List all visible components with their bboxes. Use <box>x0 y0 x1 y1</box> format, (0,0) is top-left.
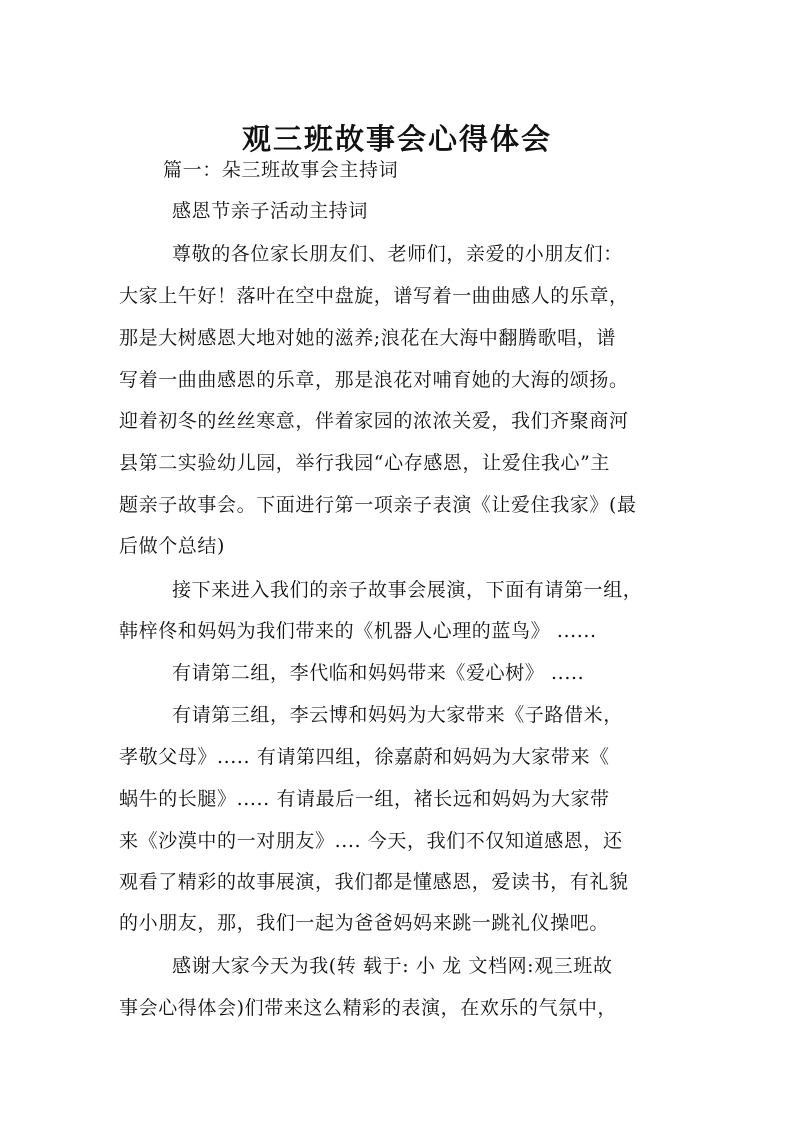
paragraph-line: 孝敬父母》..... 有请第四组，徐嘉蔚和妈妈为大家带来《 <box>119 746 610 768</box>
paragraph-line: 后做个总结) <box>119 535 226 557</box>
paragraph-line: 接下来进入我们的亲子故事会展演，下面有请第一组， <box>172 579 643 601</box>
section-heading: 篇一：朵三班故事会主持词 <box>163 159 399 181</box>
paragraph-line: 题亲子故事会。下面进行第一项亲子表演《让爱住我家》(最 <box>119 494 637 516</box>
paragraph-line: 感谢大家今天为我(转 载于: 小 龙 文档网:观三班故 <box>172 955 613 977</box>
document-title: 观三班故事会心得体会 <box>241 122 552 157</box>
paragraph-line: 有请第三组，李云博和妈妈为大家带来《子路借米， <box>172 704 623 726</box>
paragraph-line: 观看了精彩的故事展演，我们都是懂感恩，爱读书，有礼貌 <box>119 871 629 893</box>
paragraph-line: 县第二实验幼儿园，举行我园“心存感恩，让爱住我心”主 <box>119 452 611 474</box>
paragraph-line: 韩梓佟和妈妈为我们带来的《机器人心理的蓝鸟》 ...... <box>119 620 597 642</box>
paragraph-line: 蜗牛的长腿》..... 有请最后一组，褚长远和妈妈为大家带 <box>119 788 610 810</box>
paragraph-line: 的小朋友，那，我们一起为爸爸妈妈来跳一跳礼仪操吧。 <box>119 912 610 934</box>
paragraph-line: 写着一曲曲感恩的乐章，那是浪花对哺育她的大海的颂扬。 <box>119 369 629 391</box>
paragraph-line: 迎着初冬的丝丝寒意，伴着家园的浓浓关爱，我们齐聚商河 <box>119 410 629 432</box>
paragraph-line: 有请第二组，李代临和妈妈带来《爱心树》 ..... <box>172 662 585 684</box>
paragraph-line: 那是大树感恩大地对她的滋养;浪花在大海中翻腾歌唱，谱 <box>119 327 617 349</box>
paragraph-line: 来《沙漠中的一对朋友》.... 今天，我们不仅知道感恩，还 <box>119 830 623 852</box>
subheading: 感恩节亲子活动主持词 <box>172 200 369 222</box>
paragraph-line: 事会心得体会)们带来这么精彩的表演，在欢乐的气氛中， <box>119 997 618 1019</box>
paragraph-line: 大家上午好！落叶在空中盘旋，谱写着一曲曲感人的乐章， <box>119 285 629 307</box>
paragraph-line: 尊敬的各位家长朋友们、老师们，亲爱的小朋友们： <box>172 243 623 265</box>
